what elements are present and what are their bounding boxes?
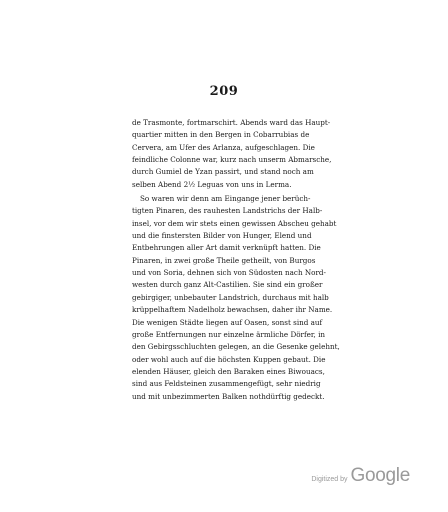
text-line: insel, vor dem wir stets einen gewissen Abscheu gehabt [132,218,337,228]
text-line: westen durch ganz Alt-Castilien. Sie sind ein großer [132,280,323,290]
digitized-by-google-watermark [311,465,410,487]
text-line: und die finstersten Bilder von Hunger, Elend und [132,231,312,241]
text-line: Entbehrungen aller Art damit verknüpft hatten. Die [132,243,321,253]
paragraph-2 [132,193,340,403]
text-line: den Gebirgsschluchten gelegen, an die Gesenke gelehnt, [132,342,340,352]
text-line: de Trasmonte, fortmarschirt. Abends ward das Haupt- [132,118,331,127]
text-line: sind aus Feldsteinen zusammengefügt, sehr niedrig [132,379,321,389]
text-line: und von Soria, dehnen sich von Südosten nach Nord- [132,268,326,278]
body-text [132,117,340,403]
text-line: Pinaren, in zwei große Theile getheilt, von Burgos [132,255,316,265]
page-number: 209 [209,84,239,99]
text-line: feindliche Colonne war, kurz nach unserm Abmarsche, [132,155,332,165]
text-line: durch Gumiel de Yzan passirt, und stand noch am [132,167,314,177]
text-line: krüppelhaftem Nadelholz bewachsen, daher ihr Name. [132,305,333,315]
text-line: So waren wir denn am Eingange jener berüch- [140,194,311,204]
text-line: tigten Pinaren, des rauhesten Landstrichs der Halb- [132,206,323,216]
text-line: selben Abend 2½ Leguas von uns in Lerma. [132,179,292,189]
text-line: gebirgiger, unbebauter Landstrich, durchaus mit halb [132,292,329,302]
text-line: Die wenigen Städte liegen auf Oasen, sonst sind auf [132,317,323,327]
google-logo-text: Google [350,465,410,486]
text-line: und mit unbezimmerten Balken nothdürftig gedeckt. [132,391,325,401]
text-line: oder wohl auch auf die höchsten Kuppen gebaut. Die [132,354,326,364]
text-line: große Entfernungen nur einzelne ärmliche Dörfer, in [132,329,326,339]
text-line: Cervera, am Ufer des Arlanza, aufgeschlagen. Die [132,142,315,152]
text-line: quartier mitten in den Bergen in Cobarrubias de [132,130,310,140]
text-line: elenden Häuser, gleich den Baraken eines Biwouacs, [132,366,325,376]
watermark-prefix: Digitized by [311,476,348,483]
paragraph-1 [132,117,332,191]
